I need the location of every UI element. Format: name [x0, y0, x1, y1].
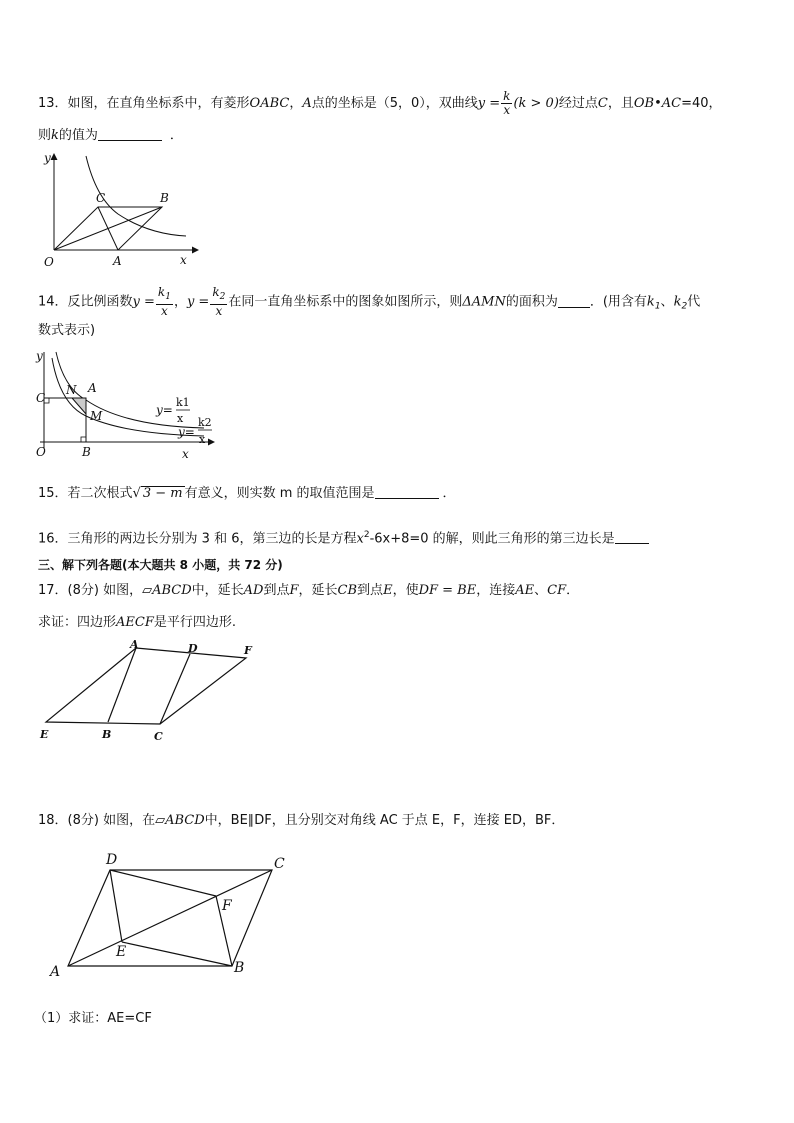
section-heading: 三、解下列各题(本大题共 8 小题，共 72 分) — [38, 558, 283, 572]
label-f: F — [244, 644, 252, 657]
label-m: M — [90, 409, 103, 423]
k1-over-x-fraction: $\frac{k_1}{x}$ — [157, 285, 171, 318]
label-y: y — [36, 349, 43, 363]
label-eq1: y= — [156, 403, 173, 417]
label-o: O — [44, 255, 54, 269]
q17-line2: 求证：四边形AECF是平行四边形. — [38, 615, 237, 630]
label-c: C — [154, 730, 163, 743]
segment-eb — [122, 942, 232, 966]
k-over-x-fraction: $\frac{k}{x}$ — [503, 89, 511, 117]
label-a: A — [130, 638, 139, 651]
label-c: C — [274, 856, 285, 872]
answer-blank[interactable] — [98, 126, 162, 141]
segment-dc — [160, 654, 190, 724]
label-k1: k1 — [176, 396, 190, 409]
label-e: E — [116, 944, 127, 960]
answer-blank[interactable] — [558, 293, 590, 308]
radical-sign: √ — [132, 486, 141, 501]
label-x1: x — [177, 412, 184, 425]
q14-line2: 数式表示) — [38, 323, 96, 338]
label-a: A — [50, 964, 61, 980]
label-x: x — [182, 447, 189, 461]
answer-blank[interactable] — [375, 484, 439, 499]
label-b: B — [102, 728, 112, 741]
label-a: A — [88, 381, 97, 395]
answer-blank[interactable] — [615, 529, 649, 544]
q15-line: 15．若二次根式√ 3 − m 有意义，则实数 m 的取值范围是 ． — [38, 486, 456, 501]
q13-figure — [38, 150, 208, 268]
label-o: O — [36, 445, 46, 459]
q18-part1: （1）求证：AE=CF — [34, 1011, 152, 1026]
k2-over-x-fraction: $\frac{k_2}{x}$ — [212, 285, 226, 318]
label-y: y — [44, 151, 51, 165]
label-c: C — [36, 391, 46, 405]
diagonal-ac — [98, 207, 118, 250]
q18-figure — [44, 850, 304, 980]
label-x: x — [180, 253, 187, 267]
label-b: B — [234, 960, 245, 976]
q17-figure — [38, 640, 268, 744]
label-b: B — [82, 445, 91, 459]
q18-line1: 18．(8分) 如图，在▱ABCD中，BE∥DF，且分别交对角线 AC 于点 E，F，连接 ED，BF． — [38, 813, 565, 828]
label-eq2: y= — [178, 425, 195, 439]
q14-figure — [34, 348, 224, 460]
segment-de — [110, 870, 122, 942]
label-a: A — [113, 254, 122, 268]
label-d: D — [188, 642, 198, 655]
label-n: N — [66, 383, 77, 397]
label-f: F — [222, 898, 232, 914]
label-x2: x — [199, 433, 206, 446]
label-k2: k2 — [198, 416, 212, 429]
label-b: B — [160, 191, 169, 205]
parallelogram-aecf — [46, 648, 246, 724]
q14-line1: 14．反比例函数y = $\frac{k_1}{x}$ ，y = $\frac{k_2}{x}$ 在同一直角坐标系中的图象如图所示，则ΔAMN的面积为 ．(用含有$k_1$、$k_2$代 — [38, 285, 701, 318]
q13-line1: 13．如图，在直角坐标系中，有菱形OABC，A点的坐标是（5，0），双曲线y = $\frac{k}{x}$ (k > 0)经过点C，且OB•AC=40， — [38, 89, 722, 117]
segment-df — [110, 870, 216, 896]
q16-line: 16．三角形的两边长分别为 3 和 6，第三边的长是方程$x^2-6x+8=0$ 的解，则此三角形的第三边长是 — [38, 526, 649, 548]
label-c: C — [96, 191, 106, 205]
q13-line2: 则k的值为 ． — [38, 128, 183, 143]
label-d: D — [106, 852, 118, 868]
q17-line1: 17．(8分) 如图，▱ABCD中，延长AD到点F，延长CB到点E，使DF = BE，连接AE、CF． — [38, 583, 580, 598]
label-e: E — [40, 728, 49, 741]
